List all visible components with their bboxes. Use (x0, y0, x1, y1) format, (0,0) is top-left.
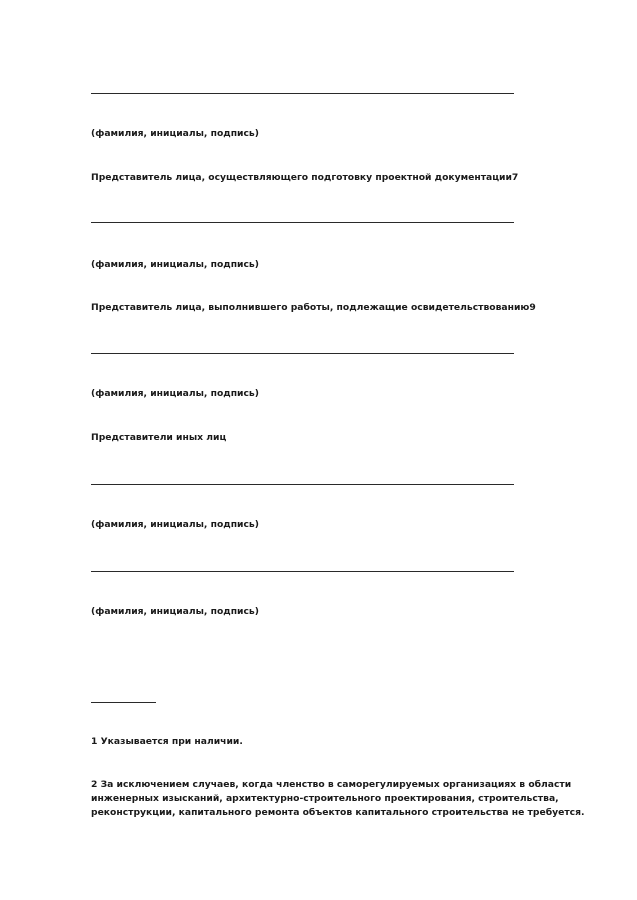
footnote-line: реконструкции, капитального ремонта объектов капитального строительства не требуется. (91, 807, 585, 818)
signature-hint: (фамилия, инициалы, подпись) (91, 259, 259, 270)
footnote-line: инженерных изысканий, архитектурно-строительного проектирования, строительства, (91, 793, 559, 804)
signature-line (91, 484, 514, 485)
footnote-1 (91, 735, 551, 749)
section-heading: Представитель лица, осуществляющего подготовку проектной документации7 (91, 172, 519, 183)
section-heading: Представители иных лиц (91, 432, 227, 443)
signature-line (91, 93, 514, 94)
signature-hint: (фамилия, инициалы, подпись) (91, 388, 259, 399)
signature-line (91, 222, 514, 223)
signature-hint: (фамилия, инициалы, подпись) (91, 128, 259, 139)
footnote-separator (91, 702, 156, 703)
signature-hint: (фамилия, инициалы, подпись) (91, 606, 259, 617)
signature-line (91, 571, 514, 572)
signature-hint: (фамилия, инициалы, подпись) (91, 519, 259, 530)
footnote-line: 1 Указывается при наличии. (91, 736, 243, 747)
signature-line (91, 353, 514, 354)
footnote-line: 2 За исключением случаев, когда членство в саморегулируемых организациях в области (91, 779, 572, 790)
footnote-2 (91, 778, 585, 820)
section-heading: Представитель лица, выполнившего работы, подлежащие освидетельствованию9 (91, 302, 536, 313)
